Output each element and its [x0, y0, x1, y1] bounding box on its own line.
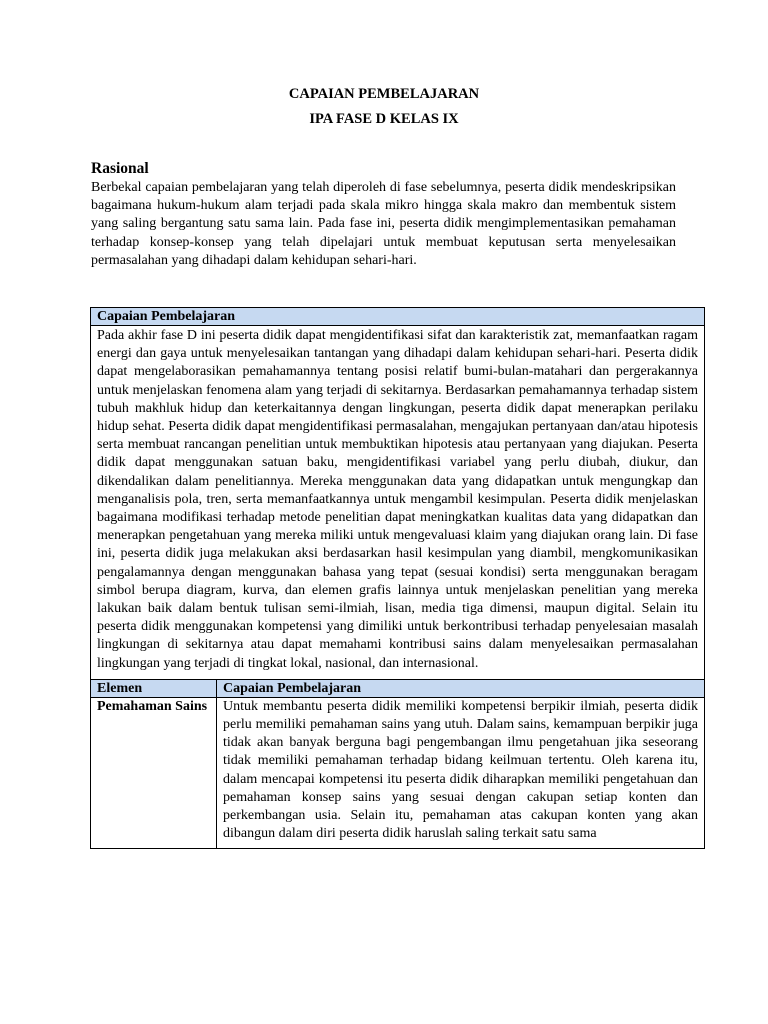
elemen-cell: Pemahaman Sains [91, 697, 217, 848]
rasional-paragraph: Berbekal capaian pembelajaran yang telah diperoleh di fase sebelumnya, peserta didik mendeskripsikan bagaimana hukum-hukum alam terjadi pada skala mikro hingga skala makro dan membentuk sistem yang saling bergantung satu sama lain. Pada fase ini, peserta didik mengimplementasikan pemahaman terhadap konsep-konsep yang telah dipelajari untuk membuat keputusan serta menyelesaikan permasalahan yang dihadapi dalam kehidupan sehari-hari. [91, 180, 676, 268]
section-heading-rasional: Rasional [91, 160, 149, 177]
capaian-table [90, 307, 705, 849]
col-header-capaian: Capaian Pembelajaran [217, 679, 705, 697]
document-title: CAPAIAN PEMBELAJARAN [288, 86, 480, 102]
table-header-row [91, 308, 705, 326]
table-body-row [91, 326, 705, 680]
capaian-cell [217, 697, 705, 848]
table-header-capaian: Capaian Pembelajaran [91, 308, 705, 326]
capaian-paragraph: Pada akhir fase D ini peserta didik dapat mengidentifikasi sifat dan karakteristik zat, memanfaatkan ragam energi dan gaya untuk menyelesaikan tantangan yang dihadapi dalam kehidupan sehari-hari. Peserta didik dapat mengelaborasikan pemahamannya tentang posisi relatif bumi-bulan-matahari dan pergerakannya untuk menjelaskan fenomena alam yang terjadi di sekitarnya. Berdasarkan pemahamannya terhadap sistem tubuh makhluk hidup dan keterkaitannya dengan lingkungan, peserta didik dapat menerapkan perilaku hidup sehat. Peserta didik dapat mengidentifikasi permasalahan, mengajukan pertanyaan dan/atau hipotesis serta membuat rancangan penelitian untuk membuktikan hipotesis atau pertanyaan yang diajukan. Peserta didik dapat menggunakan satuan baku, mengidentifikasi variabel yang perlu diubah, diukur, dan dikendalikan dalam penelitiannya. Mereka menggunakan data yang didapatkan untuk mengungkap dan menganalisis pola, tren, serta memanfaatkannya untuk mengambil kesimpulan. Peserta didik menjelaskan bagaimana modifikasi terhadap metode penelitian dapat meningkatkan kualitas data yang didapatkan dan menerapkan pengetahuan yang mereka miliki untuk mengevaluasi klaim yang diajukan orang lain. Di fase ini, peserta didik juga melakukan aksi berdasarkan hasil kesimpulan yang diambil, mengkomunikasikan pengalamannya dengan menggunakan bahasa yang tepat (sesuai kondisi) serta menggunakan beragam simbol berupa diagram, kurva, dan elemen grafis lainnya untuk menjelaskan penelitian yang mereka lakukan baik dalam bentuk tulisan semi-ilmiah, lisan, media tiga dimensi, maupun digital. Selain itu peserta didik menggunakan kompetensi yang dimiliki untuk berkontribusi terhadap penyelesaian masalah lingkungan di sekitarnya atau dapat memahami kontribusi sains dalam menyelesaikan permasalahan lingkungan yang terjadi di tingkat lokal, nasional, dan internasional. [91, 326, 705, 680]
col-header-elemen: Elemen [91, 679, 217, 697]
elemen-header-row [91, 679, 705, 697]
document-subtitle: IPA FASE D KELAS IX [309, 111, 459, 127]
table-row [91, 697, 705, 848]
capaian-cell-text: Untuk membantu peserta didik memiliki kompetensi berpikir ilmiah, peserta didik perlu memiliki pemahaman sains yang utuh. Dalam sains, kemampuan berpikir juga tidak akan banyak berguna bagi pengembangan ilmu pengetahuan jika seseorang tidak memiliki pemahaman terhadap bidang keilmuan tertentu. Oleh karena itu, dalam mencapai kompetensi itu peserta didik diharapkan memiliki pengetahuan dan pemahaman konsep sains yang sesuai dengan cakupan setiap konten dan perkembangan usia. Selain itu, pemahaman atas cakupan konten yang akan dibangun dalam diri peserta didik haruslah saling terkait satu sama [223, 698, 698, 842]
